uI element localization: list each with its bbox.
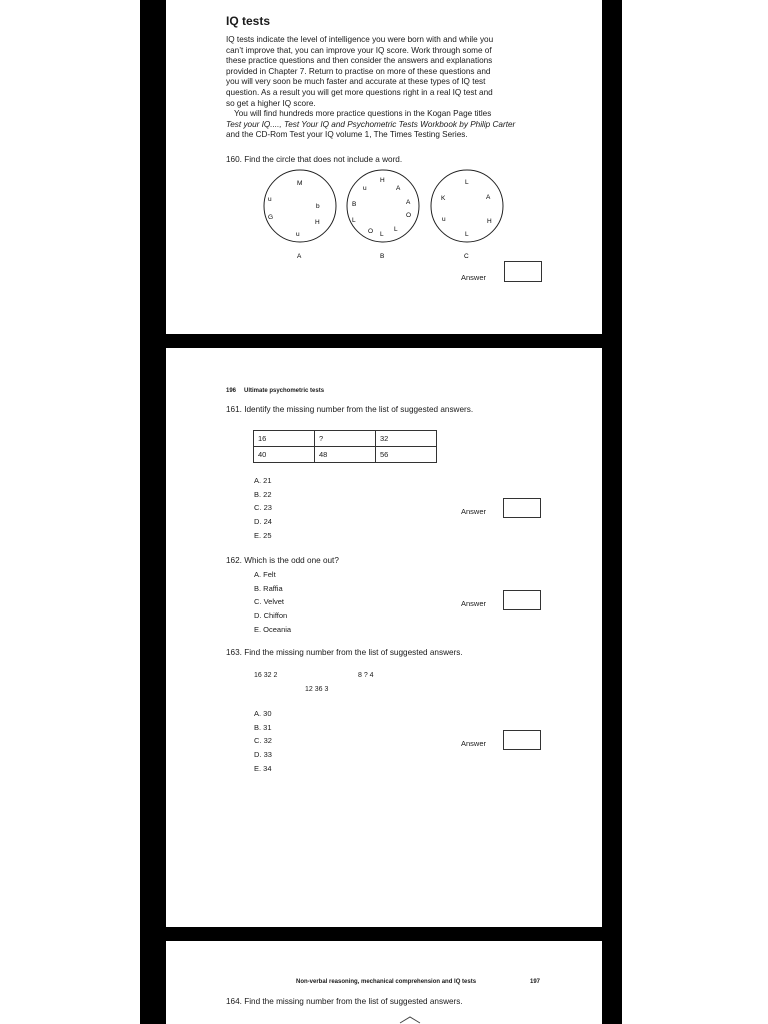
intro-paragraph [226, 35, 543, 141]
circle-letter: u [296, 231, 300, 238]
options-163 [254, 707, 272, 776]
question-162: 162. Which is the odd one out? [226, 556, 339, 565]
circle-letter: O [406, 212, 412, 219]
circle-letter: A [396, 185, 401, 192]
circle-letter: G [268, 214, 274, 221]
intro-line-titles: Test your IQ...., Test Your IQ and Psychometric Tests Workbook by Philip Carter [226, 119, 516, 129]
circle-letter: b [316, 203, 320, 210]
sequence-163-a: 16 32 2 [254, 672, 278, 679]
circle-letter: u [442, 216, 446, 223]
running-head-title: Ultimate psychometric tests [244, 388, 325, 394]
circle-letter: L [465, 231, 469, 238]
circle-a [264, 170, 336, 242]
circle-letter: u [363, 185, 367, 192]
option-item: B. 22 [254, 489, 272, 499]
circle-letter: K [441, 195, 446, 202]
table-row [254, 431, 437, 447]
answer-box-163[interactable] [503, 730, 541, 750]
answer-label-162: Answer [461, 599, 487, 608]
intro-line: and the CD-Rom Test your IQ volume 1, The Times Testing Series. [226, 130, 468, 140]
options-161 [254, 474, 272, 543]
table-cell: 16 [254, 431, 315, 447]
question-161: 161. Identify the missing number from the list of suggested answers. [226, 405, 474, 414]
chevron-up-icon [398, 1014, 422, 1024]
question-160: 160. Find the circle that does not include a word. [226, 155, 403, 164]
table-row [254, 447, 437, 463]
circle-letter: A [406, 199, 411, 206]
table-cell: 40 [254, 447, 315, 463]
circle-label-b: B [380, 253, 385, 260]
circle-letter: u [268, 196, 272, 203]
answer-box-162[interactable] [503, 590, 541, 610]
circle-letter: H [487, 218, 492, 225]
intro-line: question. As a result you will get more questions right in a real IQ test and [226, 87, 493, 97]
options-162 [254, 568, 291, 637]
page-strip-middle [140, 345, 622, 942]
circle-letter: L [465, 179, 469, 186]
circle-letter: B [352, 201, 357, 208]
table-cell: 56 [376, 447, 437, 463]
answer-label-161: Answer [461, 507, 487, 516]
intro-line: You will find hundreds more practice questions in the Kogan Page titles [234, 109, 492, 119]
table-161 [253, 430, 437, 463]
page-strip-top [140, 0, 622, 345]
option-item: C. Velvet [254, 597, 285, 607]
intro-line: provided in Chapter 7. Return to practise on more of these questions and [226, 66, 491, 76]
running-head-number: 196 [226, 388, 237, 394]
option-item: C. 23 [254, 503, 272, 513]
option-item: C. 32 [254, 736, 272, 746]
circle-letter: O [368, 228, 374, 235]
answer-label-160: Answer [461, 273, 487, 282]
circle-letter: H [380, 177, 385, 184]
intro-line: IQ tests indicate the level of intelligence you were born with and while you [226, 35, 494, 44]
question-164: 164. Find the missing number from the list of suggested answers. [226, 997, 463, 1006]
circle-b [347, 170, 419, 242]
option-item: A. 30 [254, 709, 272, 718]
circle-letter: L [352, 217, 356, 224]
intro-line: these practice questions and then consider the answers and explanations [226, 56, 493, 66]
question-163: 163. Find the missing number from the list of suggested answers. [226, 648, 463, 657]
circle-label-a: A [297, 253, 302, 260]
circle-letter: M [297, 180, 303, 187]
option-item: D. Chiffon [254, 611, 288, 621]
circle-letter: H [315, 219, 320, 226]
table-cell: 32 [376, 431, 437, 447]
sequence-163-b: 8 ? 4 [358, 672, 374, 679]
option-item: D. 33 [254, 750, 272, 760]
option-item: E. 25 [254, 530, 272, 540]
circle-c [431, 170, 503, 242]
answer-box-160[interactable] [504, 261, 542, 282]
sequence-163-c: 12 36 3 [305, 686, 329, 693]
page-3 [166, 941, 602, 1024]
running-head-number: 197 [530, 979, 541, 985]
option-item: E. 34 [254, 763, 272, 773]
circle-letter: L [380, 231, 384, 238]
circle-letter: L [394, 226, 398, 233]
intro-line: can’t improve that, you can improve your IQ score. Work through some of [226, 45, 492, 55]
intro-line: so get a higher IQ score. [226, 98, 316, 108]
circle-label-c: C [464, 253, 469, 260]
answer-box-161[interactable] [503, 498, 541, 518]
circles-figure [260, 168, 520, 264]
page-heading: IQ tests [226, 14, 271, 28]
page-strip-bottom [140, 927, 622, 1024]
option-item: B. 31 [254, 722, 272, 732]
intro-line: you will very soon be much faster and accurate at these types of IQ test [226, 77, 486, 87]
table-cell: 48 [315, 447, 376, 463]
option-item: E. Oceania [254, 624, 292, 634]
circle-letter: A [486, 194, 491, 201]
option-item: A. Felt [254, 570, 276, 579]
answer-label-163: Answer [461, 739, 487, 748]
page-2 [166, 348, 602, 928]
option-item: B. Raffia [254, 583, 283, 593]
page-1 [166, 0, 602, 334]
table-cell: ? [315, 431, 376, 447]
running-head-title: Non-verbal reasoning, mechanical comprehension and IQ tests [296, 979, 477, 985]
option-item: A. 21 [254, 476, 272, 485]
option-item: D. 24 [254, 517, 272, 527]
